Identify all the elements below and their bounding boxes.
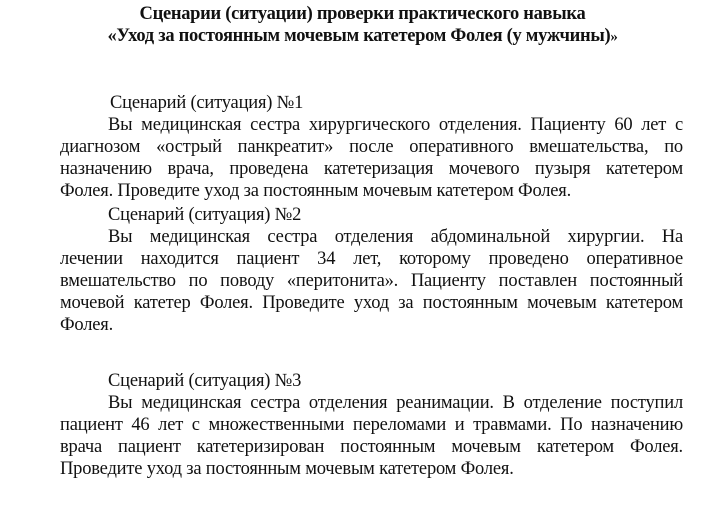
- scenario-text-line: диагнозом «острый панкреатит» после оперативного вмешательства, по: [60, 137, 683, 157]
- scenario-text-line: Вы медицинская сестра хирургического отделения. Пациенту 60 лет с: [108, 115, 683, 135]
- scenario-text-line: вмешательство по поводу «перитонита». Пациенту поставлен постоянный: [60, 271, 683, 291]
- scenario-text-line: Проведите уход за постоянным мочевым катетером Фолея.: [60, 459, 514, 479]
- scenario-text-line: Фолея. Проведите уход за постоянным мочевым катетером Фолея.: [60, 181, 572, 201]
- scenario-text-line: Вы медицинская сестра отделения реанимации. В отделение поступил: [108, 393, 683, 413]
- scenario-text-line: пациент 46 лет с множественными переломами и травмами. По назначению: [60, 415, 683, 435]
- scenario-2: [60, 204, 683, 336]
- scenario-text-line: лечении находится пациент 34 лет, которому проведено оперативное: [60, 249, 683, 269]
- title-line-1: Сценарии (ситуации) проверки практического навыка: [139, 4, 586, 24]
- scenario-1: [60, 92, 683, 202]
- scenario-text-line: мочевой катетер Фолея. Проведите уход за постоянным мочевым катетером: [60, 293, 683, 313]
- scenario-3: [60, 370, 683, 480]
- scenario-heading: Сценарий (ситуация) №2: [108, 205, 302, 225]
- scenario-text-line: Вы медицинская сестра отделения абдоминальной хирургии. На: [108, 227, 683, 247]
- scenario-text-line: Фолея.: [60, 315, 113, 335]
- title-close-quote: »: [610, 29, 618, 45]
- scenario-text-line: врача пациент катетеризирован постоянным мочевым катетером Фолея.: [60, 437, 683, 457]
- scenario-text-line: назначению врача, проведена катетеризация мочевого пузыря катетером: [60, 159, 683, 179]
- title-line-2: [18, 25, 707, 48]
- scenario-heading: Сценарий (ситуация) №3: [108, 371, 302, 391]
- title-line-2-text: «Уход за постоянным мочевым катетером Фолея (у мужчины): [107, 26, 611, 46]
- scenario-heading: Сценарий (ситуация) №1: [110, 93, 304, 113]
